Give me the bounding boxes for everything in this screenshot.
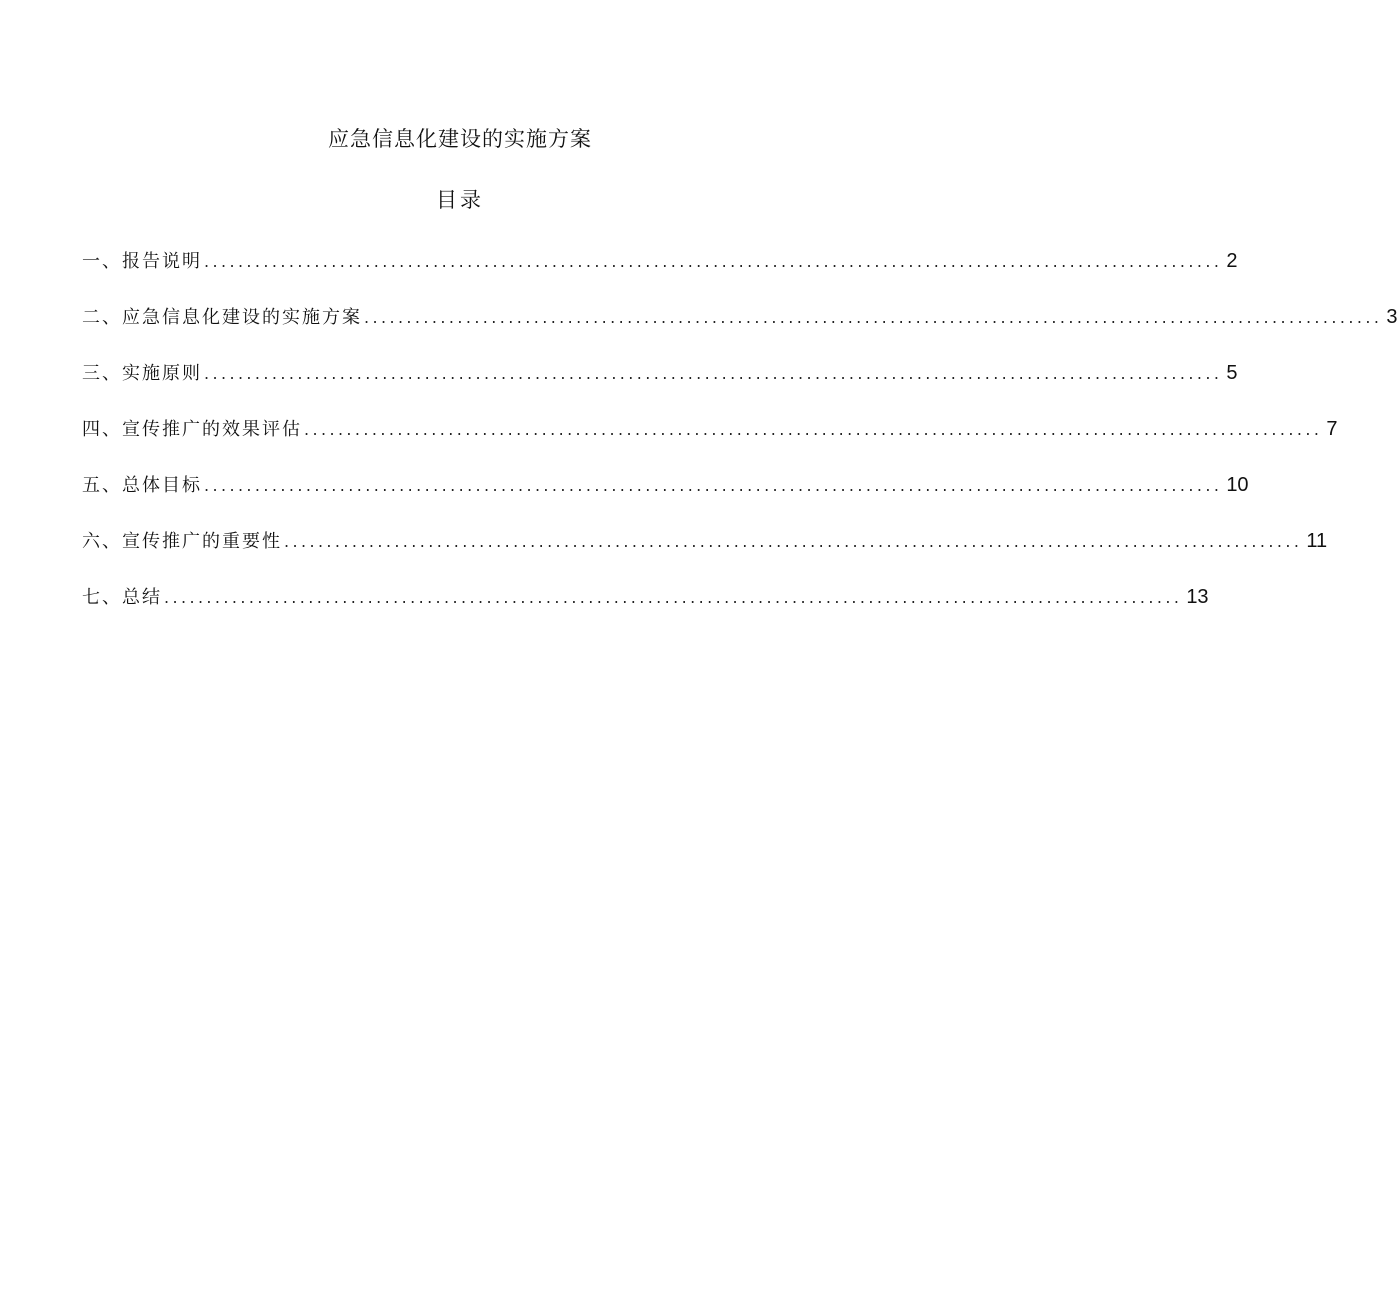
- toc-entry[interactable]: [82, 299, 1397, 355]
- toc-entry[interactable]: [82, 243, 1238, 299]
- toc-page-number: 13: [1186, 586, 1209, 608]
- toc-dot-leader: ........................................................................................................................: [304, 420, 1323, 439]
- toc-entry[interactable]: [82, 579, 1209, 635]
- toc-entry[interactable]: [82, 467, 1249, 523]
- toc-dot-leader: ........................................................................................................................: [204, 252, 1223, 271]
- toc-entry-label: 六、宣传推广的重要性: [82, 531, 282, 552]
- toc-entry[interactable]: [82, 355, 1238, 411]
- toc-entry-label: 五、总体目标: [82, 475, 202, 496]
- toc-page-number: 10: [1226, 474, 1249, 496]
- toc-entry-label: 一、报告说明: [82, 251, 202, 272]
- toc-page-number: 2: [1226, 250, 1238, 272]
- toc-dot-leader: ........................................................................................................................: [204, 476, 1223, 495]
- toc-entry-label: 七、总结: [82, 587, 162, 608]
- toc-page-number: 7: [1326, 418, 1338, 440]
- toc-dot-leader: ........................................................................................................................: [284, 532, 1303, 551]
- toc-heading: 目录: [436, 188, 484, 212]
- toc-page-number: 5: [1226, 362, 1238, 384]
- toc-entry-label: 四、宣传推广的效果评估: [82, 419, 302, 440]
- toc-page-number: 3: [1386, 306, 1397, 328]
- toc-page-number: 11: [1306, 530, 1328, 552]
- toc-entry[interactable]: [82, 523, 1328, 579]
- toc-entry-label: 二、应急信息化建设的实施方案: [82, 307, 362, 328]
- toc-dot-leader: ........................................................................................................................: [364, 308, 1383, 327]
- document-title: 应急信息化建设的实施方案: [328, 127, 592, 151]
- toc-entry[interactable]: [82, 411, 1338, 467]
- toc-entry-label: 三、实施原则: [82, 363, 202, 384]
- toc-dot-leader: ........................................................................................................................: [204, 364, 1223, 383]
- toc-dot-leader: ........................................................................................................................: [164, 588, 1183, 607]
- table-of-contents: [82, 243, 1397, 635]
